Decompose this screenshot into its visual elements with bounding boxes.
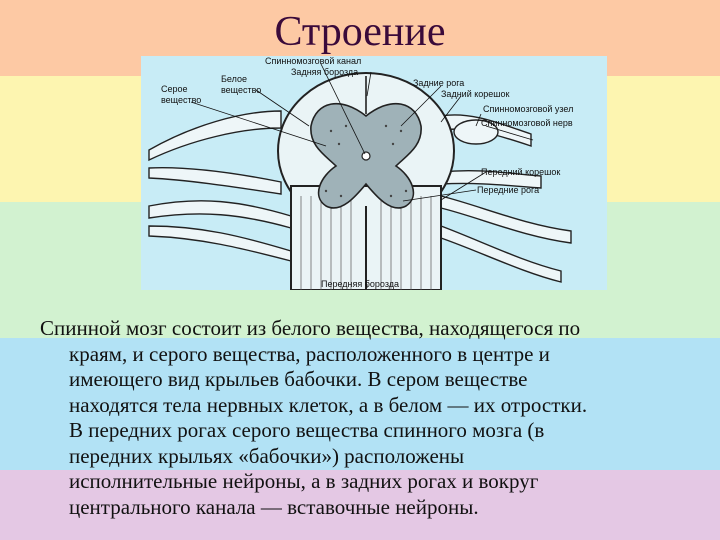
description-line: имеющего вид крыльев бабочки. В сером веществе — [69, 367, 528, 391]
description-line: находятся тела нервных клеток, а в белом — их отростки. — [69, 392, 588, 417]
label-anterior-horns: Передние рога — [477, 185, 540, 195]
label-ganglion: Спинномозговой узел — [483, 104, 574, 114]
slide-title: Строение — [274, 9, 446, 55]
label-anterior-fissure: Передняя борозда — [321, 279, 400, 289]
description-line: краям, и серого вещества, расположенного в центре и — [69, 341, 550, 366]
description-line: В передних рогах серого вещества спинного мозга (в — [69, 418, 545, 442]
label-posterior-sulcus: Задняя борозда — [291, 67, 359, 77]
label-white-matter: Белое вещество — [221, 74, 262, 95]
label-anterior-root: Передний корешок — [481, 167, 561, 177]
label-posterior-root: Задний корешок — [441, 89, 510, 99]
label-spinal-nerve: Спинномозговой нерв — [481, 118, 573, 128]
label-canal: Спинномозговой канал — [265, 56, 362, 66]
description-line: исполнительные нейроны, а в задних рогах и вокруг — [69, 469, 539, 493]
right-nerve-roots — [441, 115, 571, 282]
description-line: центрального канала — вставочные нейроны. — [69, 494, 479, 519]
label-posterior-horns: Задние рога — [413, 78, 465, 88]
left-nerve-roots — [149, 111, 291, 261]
description-paragraph — [40, 316, 700, 520]
central-canal — [362, 152, 370, 160]
description-line: Спинной мозг состоит из белого вещества, находящегося по — [40, 316, 581, 340]
label-gray-matter: Серое вещество — [161, 84, 202, 105]
spinal-cord-illustration — [141, 56, 607, 290]
description-line: передних крыльях «бабочки») расположены — [69, 443, 465, 468]
spinal-cord-diagram — [141, 56, 607, 290]
